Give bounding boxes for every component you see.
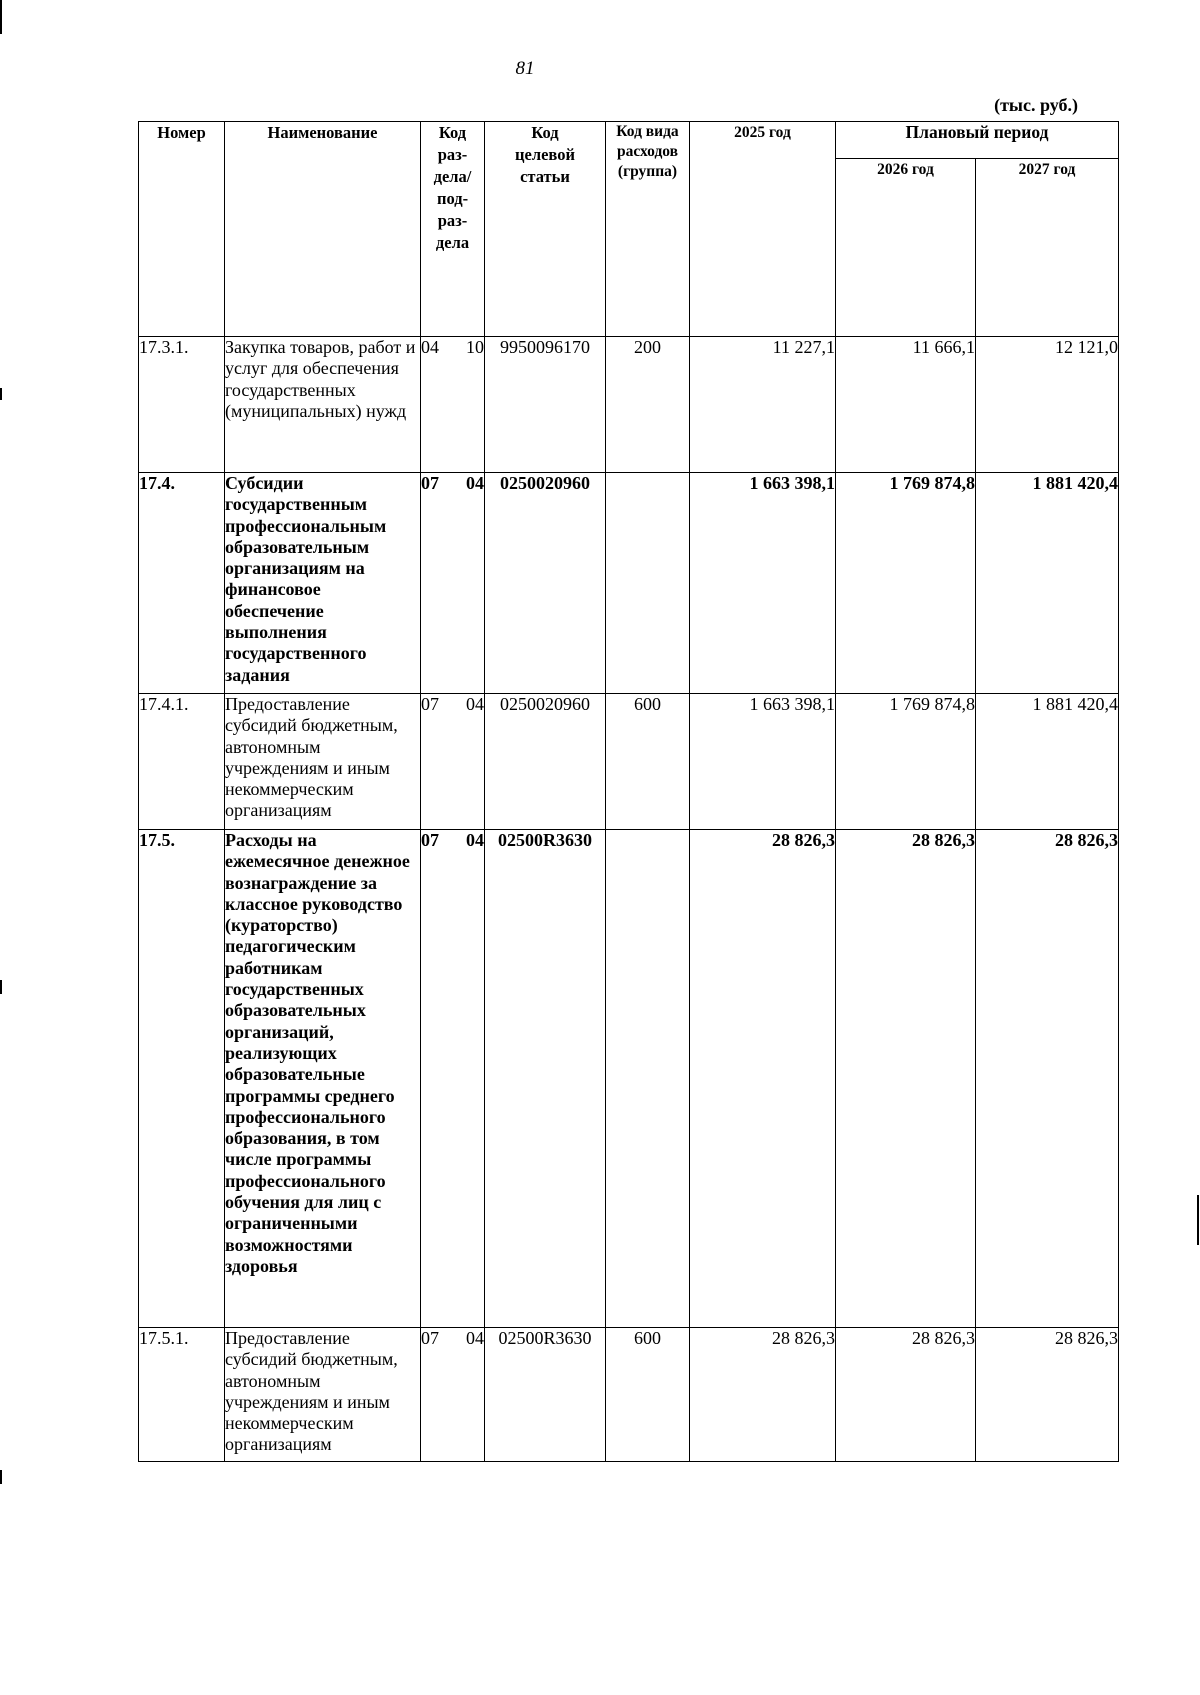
row-name: Предоставление субсидий бюджетным, автономным учреждениям и иным некоммерческим организациям (225, 1328, 421, 1462)
header-target (485, 122, 606, 337)
header-section-line: дела (435, 233, 470, 252)
table-row (139, 830, 1119, 1328)
header-section-line: дела/ (433, 167, 472, 186)
row-section-code (421, 337, 485, 473)
row-target-code: 9950096170 (485, 337, 606, 473)
row-name: Расходы на ежемесячное денежное вознаграждение за классное руководство (кураторство) педагогическим работникам государственных образовательных организаций, реализующих образовательные программы среднего профессионального образования, в том числе программы профессионального обучения для лиц с ограниченными возможностями здоровья (225, 830, 421, 1328)
header-number: Номер (139, 122, 225, 337)
scan-edge-mark (0, 980, 2, 994)
row-number: 17.5. (139, 830, 225, 1328)
row-subsection: 04 (466, 694, 484, 714)
row-subsection: 04 (466, 830, 484, 850)
units-label: (тыс. руб.) (994, 95, 1078, 115)
header-target-line: статьи (520, 167, 570, 186)
row-section: 07 (421, 1328, 439, 1348)
row-expense-code (606, 830, 690, 1328)
row-name: Закупка товаров, работ и услуг для обеспечения государственных (муниципальных) нужд (225, 337, 421, 473)
row-section-code (421, 830, 485, 1328)
row-amount-2025: 28 826,3 (690, 830, 836, 1328)
header-year-2025: 2025 год (690, 122, 836, 337)
table-row (139, 337, 1119, 473)
table-row (139, 1328, 1119, 1462)
row-amount-2027: 28 826,3 (976, 1328, 1119, 1462)
header-year-2027: 2027 год (976, 159, 1119, 337)
row-number: 17.3.1. (139, 337, 225, 473)
row-amount-2026: 28 826,3 (836, 1328, 976, 1462)
row-amount-2025: 11 227,1 (690, 337, 836, 473)
header-planned-period: Плановый период (836, 122, 1119, 159)
row-section-code (421, 1328, 485, 1462)
header-target-line: целевой (515, 145, 575, 164)
row-number: 17.4.1. (139, 694, 225, 830)
scan-edge-mark (1197, 1195, 1199, 1245)
row-section: 07 (421, 830, 439, 850)
row-amount-2026: 11 666,1 (836, 337, 976, 473)
row-target-code: 02500R3630 (485, 830, 606, 1328)
row-amount-2025: 1 663 398,1 (690, 473, 836, 694)
row-expense-code (606, 473, 690, 694)
page-number: 81 (515, 58, 535, 79)
row-amount-2026: 1 769 874,8 (836, 694, 976, 830)
row-amount-2025: 28 826,3 (690, 1328, 836, 1462)
scan-edge-mark (0, 388, 2, 400)
row-amount-2027: 1 881 420,4 (976, 473, 1119, 694)
row-section: 07 (421, 694, 439, 714)
row-amount-2027: 1 881 420,4 (976, 694, 1119, 830)
row-number: 17.5.1. (139, 1328, 225, 1462)
row-amount-2026: 28 826,3 (836, 830, 976, 1328)
row-section-code (421, 694, 485, 830)
row-name: Предоставление субсидий бюджетным, автономным учреждениям и иным некоммерческим организациям (225, 694, 421, 830)
row-section: 07 (421, 473, 439, 493)
scan-edge-mark (0, 1470, 2, 1484)
row-target-code: 0250020960 (485, 694, 606, 830)
row-subsection: 04 (466, 473, 484, 493)
row-number: 17.4. (139, 473, 225, 694)
row-target-code: 02500R3630 (485, 1328, 606, 1462)
row-target-code: 0250020960 (485, 473, 606, 694)
row-section-code (421, 473, 485, 694)
header-expense-line: Код вида (616, 123, 679, 140)
row-name: Субсидии государственным профессиональным образовательным организациям на финансовое обеспечение выполнения государственного задания (225, 473, 421, 694)
header-row (139, 122, 1119, 159)
row-expense-code: 600 (606, 1328, 690, 1462)
header-section-line: раз- (437, 211, 468, 230)
header-name: Наименование (225, 122, 421, 337)
row-amount-2027: 12 121,0 (976, 337, 1119, 473)
row-section: 04 (421, 337, 439, 357)
header-expense-line: расходов (616, 143, 679, 160)
header-section-line: Код (438, 123, 467, 142)
header-section-line: под- (436, 189, 469, 208)
table-row (139, 694, 1119, 830)
header-section (421, 122, 485, 337)
table-row (139, 473, 1119, 694)
row-amount-2027: 28 826,3 (976, 830, 1119, 1328)
header-target-line: Код (531, 123, 559, 142)
row-expense-code: 200 (606, 337, 690, 473)
header-expense-type (606, 122, 690, 337)
scan-edge-mark (0, 0, 2, 34)
header-section-line: раз- (437, 145, 468, 164)
row-expense-code: 600 (606, 694, 690, 830)
row-amount-2025: 1 663 398,1 (690, 694, 836, 830)
row-amount-2026: 1 769 874,8 (836, 473, 976, 694)
header-expense-line: (группа) (617, 163, 678, 180)
header-year-2026: 2026 год (836, 159, 976, 337)
budget-table (138, 121, 1119, 1462)
row-subsection: 04 (466, 1328, 484, 1348)
row-subsection: 10 (466, 337, 484, 357)
